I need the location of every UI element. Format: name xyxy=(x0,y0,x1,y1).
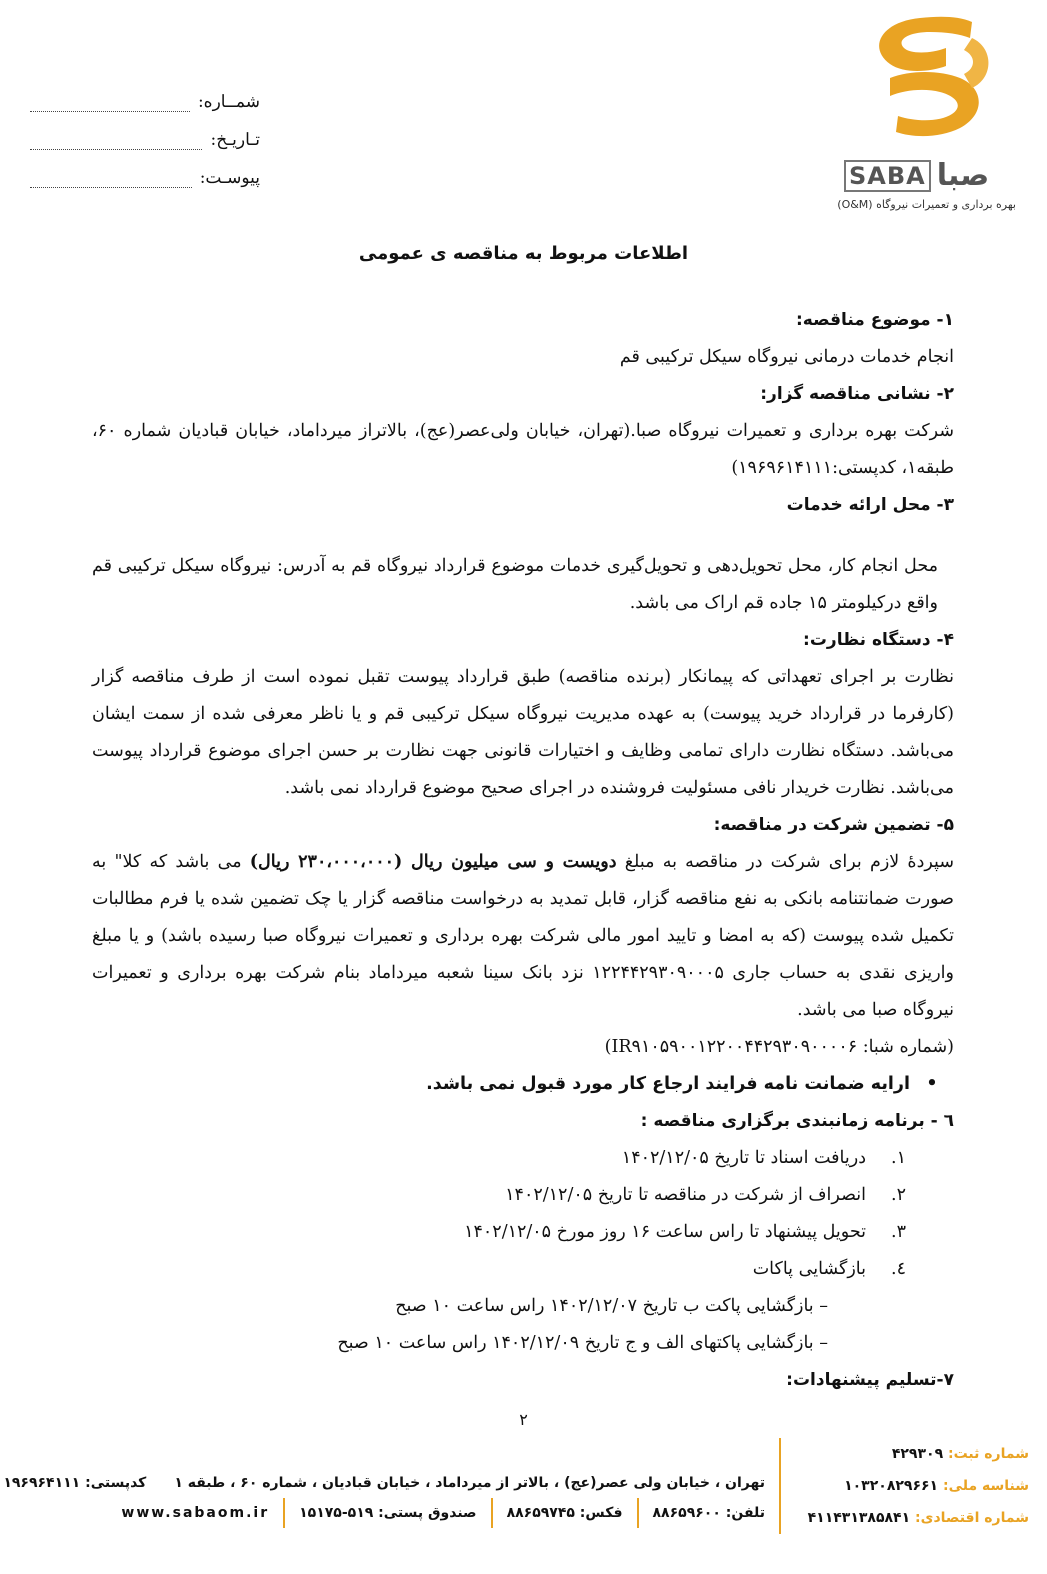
section-6-heading: ٦ - برنامه زمانبندی برگزاری مناقصه : xyxy=(640,1111,954,1131)
document-body xyxy=(92,302,954,1399)
contact-info xyxy=(3,1468,771,1528)
letter-meta xyxy=(30,74,260,188)
number-row xyxy=(30,74,260,112)
section-5-amount: دویست و سی میلیون ریال (۲۳۰،۰۰۰،۰۰۰ ریال) xyxy=(249,852,617,872)
date-row xyxy=(30,112,260,150)
national-id-label: شناسه ملی: xyxy=(942,1478,1029,1494)
section-7-heading: ۷-تسلیم پیشنهادات: xyxy=(786,1370,954,1390)
section-4-body: نظارت بر اجرای تعهداتی که پیمانکار (برنده مناقصه) طبق قرارداد پیوست تقبل نموده است از طرف مناقصه گزار (کارفرما در قرارداد خرید پیوست) به عهده مدیریت نیروگاه سیکل ترکیبی قم و یا ناظر معرفی شده از سمت ایشان می‌باشد. دستگاه نظارت دارای تمامی وظایف و اختیارات قانونی جهت نظارت بر حسن اجرای موضوع قرارداد پیوست می‌باشد. نظارت خریدار نافی مسئولیت فروشنده در اجرای صحیح موضوع قرارداد نمی باشد. xyxy=(92,667,954,798)
logo-latin-text: SABA xyxy=(844,160,931,192)
list-item: ۲. انصراف از شرکت در مناقصه تا تاریخ ۱۴۰۲/۱۲/۰۵ xyxy=(505,1185,906,1205)
economic-label: شماره اقتصادی: xyxy=(915,1510,1029,1526)
opening-item-b: – بازگشایی پاکت ب تاریخ ۱۴۰۲/۱۲/۰۷ راس ساعت ۱۰ صبح xyxy=(395,1296,828,1316)
date-blank xyxy=(30,135,202,150)
section-1-body: انجام خدمات درمانی نیروگاه سیکل ترکیبی قم xyxy=(619,347,954,367)
section-2-heading: ۲- نشانی مناقصه گزار: xyxy=(760,384,954,404)
footer-separator xyxy=(283,1498,285,1528)
phone-text: تلفن: ۸۸۶۵۹۶۰۰ xyxy=(652,1505,765,1521)
section-1-heading: ۱- موضوع مناقصه: xyxy=(795,310,954,330)
schedule-list xyxy=(92,1140,954,1288)
attachment-label: پیوسـت: xyxy=(199,168,260,188)
economic-value: ۴۱۱۴۳۱۳۸۵۸۴۱ xyxy=(807,1510,911,1526)
footer-separator xyxy=(491,1498,493,1528)
letterhead-footer xyxy=(0,1438,1047,1538)
fax-text: فکس: ۸۸۶۵۹۷۴۵ xyxy=(506,1505,623,1521)
section-3-body: محل انجام کار، محل تحویل‌دهی و تحویل‌گیری خدمات موضوع قرارداد نیروگاه قم به آدرس: نیروگاه سیکل ترکیبی قم واقع درکیلومتر ۱۵ جاده قم اراک می باشد. xyxy=(92,556,938,613)
postal-code: کدپستی: ۱۹۶۹۶۴۱۱۱ xyxy=(3,1475,147,1491)
section-4-heading: ۴- دستگاه نظارت: xyxy=(803,630,954,650)
logo-subtitle: بهره برداری و تعمیرات نیروگاه (O&M) xyxy=(837,198,1016,211)
reg-value: ۴۲۹۳۰۹ xyxy=(891,1446,944,1462)
saba-logo-icon xyxy=(860,8,1000,148)
number-blank xyxy=(30,97,190,112)
website-link[interactable]: www.sabaom.ir xyxy=(121,1505,270,1521)
saba-logo xyxy=(837,8,1016,211)
section-5-bullet-text: ارایه ضمانت نامه فرایند ارجاع کار مورد قبول نمی باشد. xyxy=(426,1074,910,1094)
section-5-heading: ۵- تضمین شرکت در مناقصه: xyxy=(713,815,954,835)
list-item: ۱. دریافت اسناد تا تاریخ ۱۴۰۲/۱۲/۰۵ xyxy=(621,1148,906,1168)
address-text: تهران ، خیابان ولی عصر(عج) ، بالاتر از میرداماد ، خیابان قبادیان ، شماره ۶۰ ، طبقه ۱ xyxy=(174,1475,765,1491)
section-5-post: می باشد که کلا" به صورت ضمانتنامه بانکی به نفع مناقصه گزار، قابل تمدید به درخواست مناقصه گزار یا چک تضمین شده یا فرم مطالبات تکمیل شده پیوست (که به امضا و تایید امور مالی شرکت بهره برداری و تعمیرات نیروگاه صبا رسیده باشد) و یا مبلغ واریزی نقدی به حساب جاری ۱۲۲۴۴۲۹۳۰۹۰۰۰۵ نزد بانک سینا شعبه میرداماد بنام شرکت بهره برداری و تعمیرات نیروگاه صبا می باشد. xyxy=(92,852,954,1020)
section-3-heading: ۳- محل ارائه خدمات xyxy=(786,495,954,515)
number-label: شمــاره: xyxy=(197,92,260,112)
list-item: ٤. بازگشایی پاکات xyxy=(752,1259,906,1279)
date-label: تـاریـخ: xyxy=(210,130,260,150)
logo-persian-text: صبا xyxy=(936,158,990,193)
reg-label: شماره ثبت: xyxy=(948,1446,1029,1462)
section-2-body: شرکت بهره برداری و تعمیرات نیروگاه صبا.(تهران، خیابان ولی‌عصر(عج)، بالاتراز میرداماد، خیابان قبادیان شماره ۶۰، طبقه۱، کدپستی:۱۹۶۹۶۱۴۱۱۱) xyxy=(92,421,954,478)
section-5-body xyxy=(92,844,954,1029)
attachment-row xyxy=(30,150,260,188)
registration-info xyxy=(789,1438,1029,1534)
attachment-blank xyxy=(30,173,192,188)
section-5-pre: سپردۀ لازم برای شرکت در مناقصه به مبلغ xyxy=(616,852,954,872)
document-title: اطلاعات مربوط به مناقصه ی عمومی xyxy=(358,243,689,264)
list-item: ۳. تحویل پیشنهاد تا راس ساعت ۱۶ روز مورخ ۱۴۰۲/۱۲/۰۵ xyxy=(464,1222,906,1242)
footer-separator xyxy=(637,1498,639,1528)
bullet-dot-icon: • xyxy=(926,1074,938,1094)
footer-divider xyxy=(779,1438,781,1534)
national-id-value: ۱۰۳۲۰۸۲۹۶۶۱ xyxy=(844,1478,939,1494)
section-5-sheba: (شماره شبا: IR۹۱۰۵۹۰۰۱۲۲۰۰۴۴۲۹۳۰۹۰۰۰۰۶) xyxy=(604,1037,954,1057)
section-5-bullet xyxy=(92,1066,954,1103)
opening-item-a-c: – بازگشایی پاکتهای الف و ج تاریخ ۱۴۰۲/۱۲/۰۹ راس ساعت ۱۰ صبح xyxy=(337,1333,828,1353)
page-number: ۲ xyxy=(519,1410,528,1429)
pobox-text: صندوق پستی: ۵۱۹-۱۵۱۷۵ xyxy=(299,1505,477,1521)
